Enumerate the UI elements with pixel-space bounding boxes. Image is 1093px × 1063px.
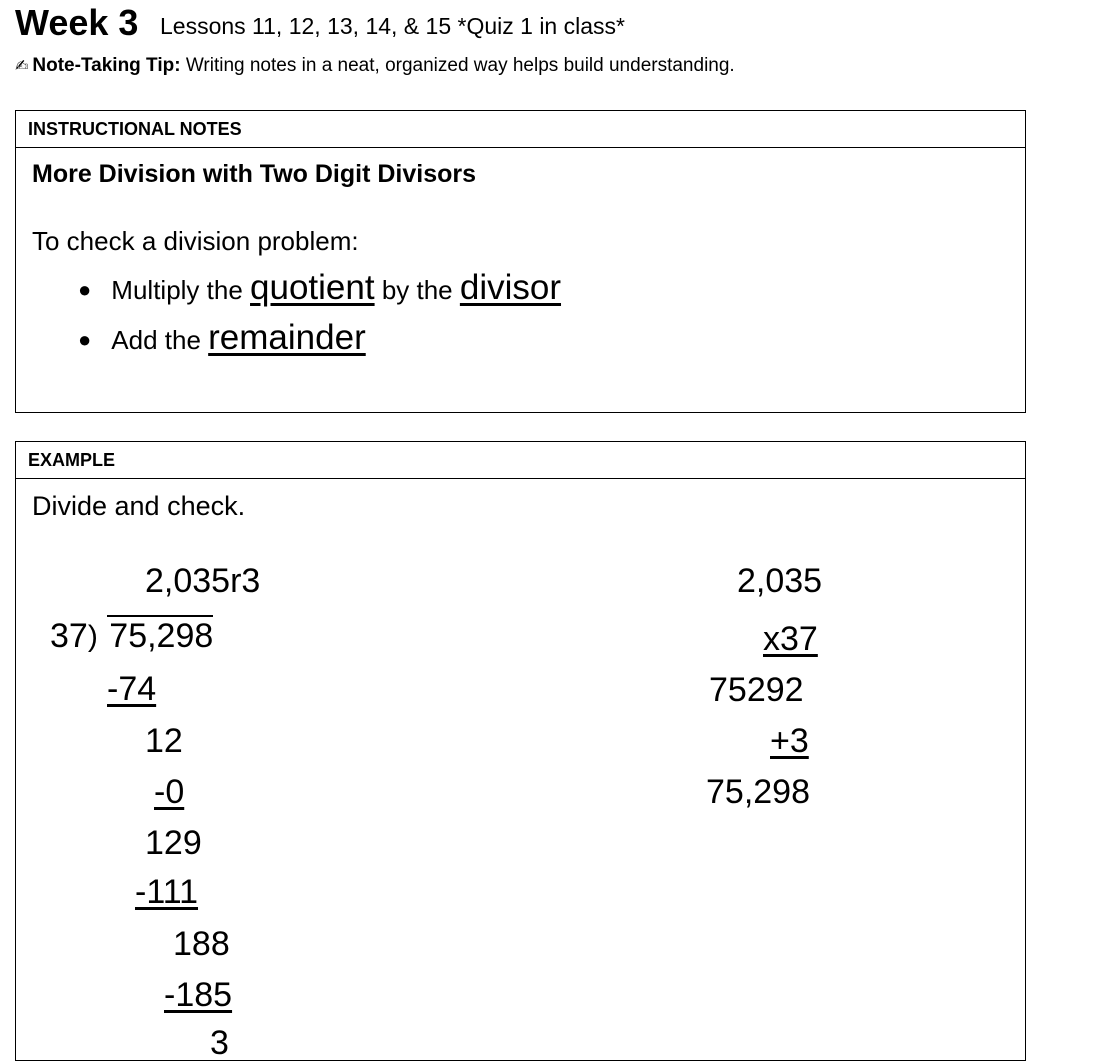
division-quotient: 2,035r3 [145, 562, 261, 600]
bullet-text: Add the [111, 325, 209, 355]
bullet-dot-icon: ● [78, 327, 92, 352]
division-step: -74 [107, 670, 157, 708]
bullet-multiply [78, 268, 561, 308]
division-step: 188 [173, 925, 230, 963]
instructional-notes-box [15, 110, 1026, 413]
division-step: 3 [210, 1024, 229, 1062]
notes-header: INSTRUCTIONAL NOTES [16, 111, 1025, 148]
term-quotient: quotient [250, 268, 375, 307]
tip-label: Note-Taking Tip: [32, 55, 181, 76]
division-step: -111 [135, 873, 199, 911]
division-step: 129 [145, 824, 202, 862]
notes-intro: To check a division problem: [32, 226, 359, 256]
check-line: 75292 [709, 671, 804, 709]
notes-title: More Division with Two Digit Divisors [32, 160, 477, 188]
bullet-text: by the [374, 275, 460, 305]
division-step: -185 [164, 976, 233, 1014]
check-line: +3 [770, 722, 809, 760]
division-divisor-row [50, 617, 213, 656]
term-divisor: divisor [459, 268, 562, 307]
check-line: 2,035 [737, 562, 823, 600]
division-dividend: 75,298 [109, 617, 214, 655]
tip-text: Writing notes in a neat, organized way helps build understanding. [185, 55, 735, 76]
bullet-add [78, 318, 366, 358]
term-remainder: remainder [208, 318, 366, 357]
check-line: x37 [763, 620, 818, 658]
check-line: 75,298 [706, 773, 810, 811]
division-step: 12 [145, 722, 183, 760]
pen-icon: ✍ [15, 58, 29, 75]
bullet-text: Multiply the [111, 275, 251, 305]
lessons-subtitle: Lessons 11, 12, 13, 14, & 15 *Quiz 1 in class* [160, 13, 625, 39]
example-header: EXAMPLE [16, 442, 1025, 479]
bullet-dot-icon: ● [78, 277, 92, 302]
week-title: Week 3 [15, 2, 139, 43]
division-divisor: 37 [50, 617, 88, 655]
note-taking-tip [15, 55, 735, 77]
division-step: -0 [154, 773, 185, 811]
division-bracket-icon: ) [87, 620, 98, 653]
example-prompt: Divide and check. [32, 491, 246, 521]
